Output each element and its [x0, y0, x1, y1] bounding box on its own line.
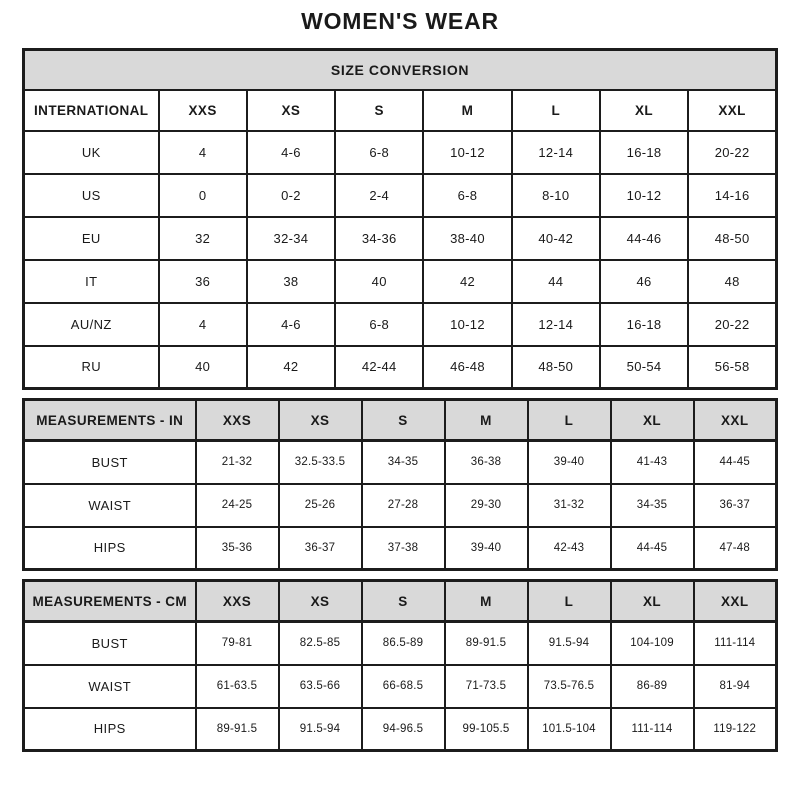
value-cell: 99-105.5: [445, 708, 528, 751]
value-cell: 71-73.5: [445, 665, 528, 708]
row-label: RU: [24, 346, 159, 389]
size-column-header: L: [512, 90, 600, 131]
size-column-header: M: [445, 400, 528, 441]
value-cell: 36: [159, 260, 247, 303]
value-cell: 34-35: [362, 441, 445, 484]
value-cell: 42-44: [335, 346, 423, 389]
value-cell: 44-45: [694, 441, 777, 484]
value-cell: 10-12: [423, 303, 511, 346]
size-column-header: XL: [600, 90, 688, 131]
value-cell: 42: [423, 260, 511, 303]
size-column-header: M: [445, 581, 528, 622]
size-column-header: M: [423, 90, 511, 131]
value-cell: 48: [688, 260, 776, 303]
size-column-header: XL: [611, 400, 694, 441]
table-row: [24, 527, 777, 570]
band-row: [24, 50, 777, 90]
value-cell: 21-32: [196, 441, 279, 484]
value-cell: 12-14: [512, 131, 600, 174]
size-column-header: XXS: [159, 90, 247, 131]
value-cell: 56-58: [688, 346, 776, 389]
value-cell: 44-46: [600, 217, 688, 260]
value-cell: 48-50: [688, 217, 776, 260]
value-cell: 79-81: [196, 622, 279, 665]
table-row: [24, 622, 777, 665]
value-cell: 20-22: [688, 303, 776, 346]
value-cell: 36-38: [445, 441, 528, 484]
value-cell: 6-8: [335, 131, 423, 174]
value-cell: 104-109: [611, 622, 694, 665]
value-cell: 101.5-104: [528, 708, 611, 751]
row-label: EU: [24, 217, 159, 260]
size-column-header: L: [528, 581, 611, 622]
row-label: UK: [24, 131, 159, 174]
value-cell: 44-45: [611, 527, 694, 570]
column-header-row: [24, 90, 777, 131]
value-cell: 6-8: [335, 303, 423, 346]
size-column-header: XXS: [196, 581, 279, 622]
value-cell: 24-25: [196, 484, 279, 527]
value-cell: 82.5-85: [279, 622, 362, 665]
value-cell: 16-18: [600, 303, 688, 346]
size-column-header: XL: [611, 581, 694, 622]
value-cell: 40: [335, 260, 423, 303]
value-cell: 12-14: [512, 303, 600, 346]
size-column-header: XXL: [694, 400, 777, 441]
value-cell: 0: [159, 174, 247, 217]
value-cell: 40: [159, 346, 247, 389]
row-label: BUST: [24, 622, 196, 665]
table-row: [24, 441, 777, 484]
row-label: HIPS: [24, 527, 196, 570]
value-cell: 63.5-66: [279, 665, 362, 708]
table-row: [24, 131, 777, 174]
value-cell: 32.5-33.5: [279, 441, 362, 484]
value-cell: 39-40: [445, 527, 528, 570]
size-column-header: XXL: [694, 581, 777, 622]
value-cell: 25-26: [279, 484, 362, 527]
value-cell: 38-40: [423, 217, 511, 260]
table-row: [24, 260, 777, 303]
value-cell: 6-8: [423, 174, 511, 217]
value-cell: 31-32: [528, 484, 611, 527]
size-column-header: S: [335, 90, 423, 131]
value-cell: 40-42: [512, 217, 600, 260]
value-cell: 111-114: [694, 622, 777, 665]
size-conversion-table: [22, 48, 778, 390]
column-header-row: [24, 581, 777, 622]
value-cell: 8-10: [512, 174, 600, 217]
row-label: HIPS: [24, 708, 196, 751]
table-row: [24, 708, 777, 751]
value-cell: 35-36: [196, 527, 279, 570]
value-cell: 39-40: [528, 441, 611, 484]
value-cell: 4: [159, 131, 247, 174]
row-label: BUST: [24, 441, 196, 484]
row-header-label: INTERNATIONAL: [24, 90, 159, 131]
value-cell: 34-36: [335, 217, 423, 260]
size-column-header: XXL: [688, 90, 776, 131]
value-cell: 32-34: [247, 217, 335, 260]
value-cell: 4-6: [247, 131, 335, 174]
value-cell: 41-43: [611, 441, 694, 484]
value-cell: 44: [512, 260, 600, 303]
value-cell: 2-4: [335, 174, 423, 217]
value-cell: 50-54: [600, 346, 688, 389]
value-cell: 37-38: [362, 527, 445, 570]
value-cell: 47-48: [694, 527, 777, 570]
value-cell: 29-30: [445, 484, 528, 527]
size-column-header: XXS: [196, 400, 279, 441]
row-header-label: MEASUREMENTS - CM: [24, 581, 196, 622]
value-cell: 94-96.5: [362, 708, 445, 751]
value-cell: 111-114: [611, 708, 694, 751]
measurements-cm-table: [22, 579, 778, 752]
size-column-header: XS: [279, 581, 362, 622]
value-cell: 0-2: [247, 174, 335, 217]
value-cell: 16-18: [600, 131, 688, 174]
row-label: US: [24, 174, 159, 217]
value-cell: 36-37: [279, 527, 362, 570]
value-cell: 91.5-94: [279, 708, 362, 751]
value-cell: 27-28: [362, 484, 445, 527]
table-band-header: SIZE CONVERSION: [24, 50, 777, 90]
row-label: WAIST: [24, 484, 196, 527]
value-cell: 91.5-94: [528, 622, 611, 665]
value-cell: 89-91.5: [445, 622, 528, 665]
row-label: AU/NZ: [24, 303, 159, 346]
size-column-header: S: [362, 581, 445, 622]
value-cell: 42: [247, 346, 335, 389]
table-row: [24, 174, 777, 217]
value-cell: 61-63.5: [196, 665, 279, 708]
value-cell: 46-48: [423, 346, 511, 389]
value-cell: 34-35: [611, 484, 694, 527]
value-cell: 4-6: [247, 303, 335, 346]
value-cell: 73.5-76.5: [528, 665, 611, 708]
value-cell: 36-37: [694, 484, 777, 527]
value-cell: 42-43: [528, 527, 611, 570]
value-cell: 89-91.5: [196, 708, 279, 751]
value-cell: 20-22: [688, 131, 776, 174]
value-cell: 10-12: [600, 174, 688, 217]
value-cell: 10-12: [423, 131, 511, 174]
value-cell: 66-68.5: [362, 665, 445, 708]
size-column-header: XS: [247, 90, 335, 131]
column-header-row: [24, 400, 777, 441]
table-row: [24, 303, 777, 346]
value-cell: 81-94: [694, 665, 777, 708]
value-cell: 14-16: [688, 174, 776, 217]
value-cell: 48-50: [512, 346, 600, 389]
row-label: IT: [24, 260, 159, 303]
value-cell: 86-89: [611, 665, 694, 708]
row-header-label: MEASUREMENTS - IN: [24, 400, 196, 441]
row-label: WAIST: [24, 665, 196, 708]
value-cell: 46: [600, 260, 688, 303]
value-cell: 119-122: [694, 708, 777, 751]
table-row: [24, 217, 777, 260]
page-title: WOMEN'S WEAR: [301, 8, 499, 34]
size-column-header: XS: [279, 400, 362, 441]
value-cell: 38: [247, 260, 335, 303]
size-column-header: S: [362, 400, 445, 441]
value-cell: 4: [159, 303, 247, 346]
value-cell: 86.5-89: [362, 622, 445, 665]
measurements-in-table: [22, 398, 778, 571]
table-row: [24, 665, 777, 708]
value-cell: 32: [159, 217, 247, 260]
table-row: [24, 484, 777, 527]
size-column-header: L: [528, 400, 611, 441]
table-row: [24, 346, 777, 389]
